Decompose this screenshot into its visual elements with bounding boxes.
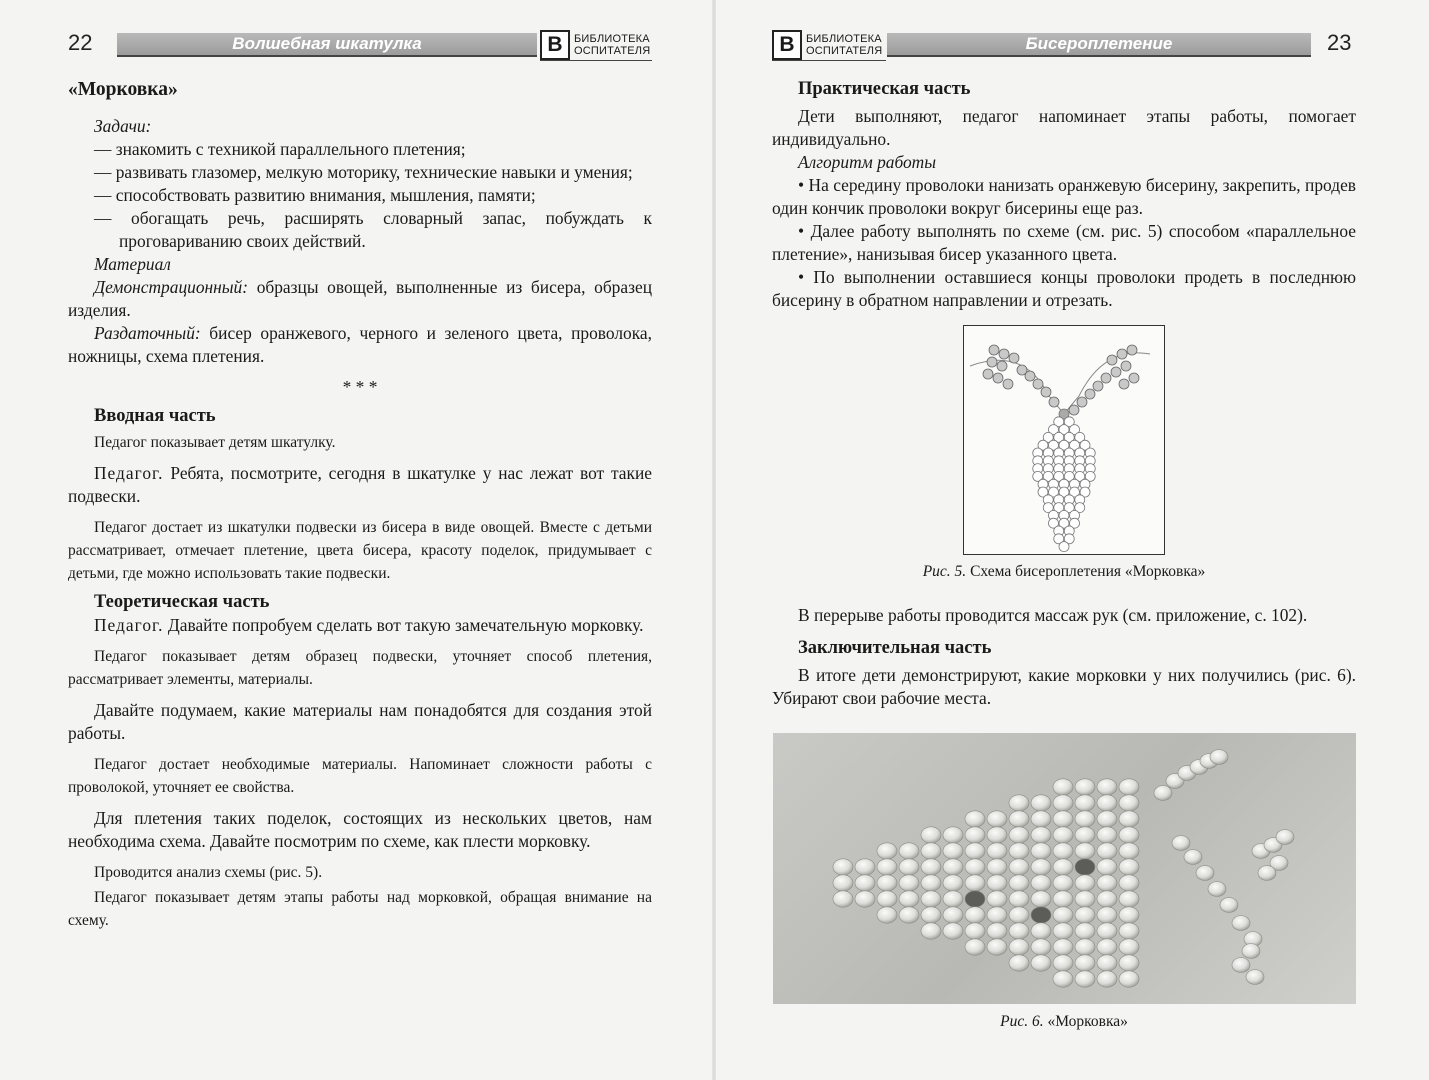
photo-bead [1172, 836, 1190, 851]
logo-letter: В [772, 30, 802, 60]
algorithm-step: • По выполнении оставшиеся концы проволоки продеть в последнюю бисерину в обратном направлении и отрезать. [772, 267, 1356, 310]
photo-bead [1009, 923, 1029, 939]
practice-paragraph: Дети выполняют, педагог напоминает этапы работы, помогает индивидуально. [772, 106, 1356, 149]
leaf-bead [1119, 379, 1129, 389]
photo-bead [1075, 827, 1095, 843]
photo-bead [1053, 795, 1073, 811]
photo-bead [1196, 866, 1214, 881]
photo-bead [1053, 827, 1073, 843]
photo-bead [1119, 811, 1139, 827]
photo-bead [1009, 891, 1029, 907]
photo-bead [1075, 907, 1095, 923]
leaf-bead [999, 349, 1009, 359]
photo-bead [1184, 850, 1202, 865]
theory-speech: Для плетения таких поделок, состоящих из нескольких цветов, нам необходима схема. Давайте посмотрим по схеме, как плести морковку. [68, 808, 652, 851]
logo-line2: ОСПИТАТЕЛЯ [574, 45, 651, 57]
photo-bead [1119, 923, 1139, 939]
photo-bead [987, 859, 1007, 875]
photo-bead [1220, 898, 1238, 913]
photo-bead [1119, 795, 1139, 811]
leaf-bead [997, 361, 1007, 371]
caption-number: Рис. 6. [1000, 1013, 1044, 1030]
photo-bead [1075, 795, 1095, 811]
photo-bead [921, 859, 941, 875]
photo-bead [965, 923, 985, 939]
photo-bead [855, 875, 875, 891]
photo-bead [921, 891, 941, 907]
photo-bead [965, 827, 985, 843]
photo-bead [1031, 955, 1051, 971]
leaf-bead [1121, 361, 1131, 371]
publisher-logo [772, 30, 882, 60]
leaf-bead [987, 357, 997, 367]
photo-bead [987, 907, 1007, 923]
body-bead [1059, 542, 1069, 552]
algorithm-label: Алгоритм работы [798, 152, 937, 172]
right-page [715, 0, 1429, 1080]
right-text-column-lower [772, 604, 1356, 710]
photo-bead [1053, 875, 1073, 891]
photo-bead [1075, 891, 1095, 907]
photo-bead [1097, 859, 1117, 875]
leaf-bead [1101, 373, 1111, 383]
photo-bead [877, 907, 897, 923]
logo-underline [772, 60, 886, 61]
photo-bead [943, 827, 963, 843]
leaf-bead [993, 373, 1003, 383]
right-text-column [772, 78, 1356, 312]
caption-text: «Морковка» [1043, 1013, 1128, 1030]
beaded-carrot-photo [773, 733, 1356, 1004]
leaf-bead [1127, 345, 1137, 355]
photo-bead [1075, 875, 1095, 891]
photo-bead [1009, 827, 1029, 843]
intro-paragraph: Педагог достает из шкатулки подвески из бисера в виде овощей. Вместе с детьми рассматривает, отмечает плетение, цвета бисера, красоту поделок, придумывает с детьми, где можно использовать такие подвески. [68, 519, 652, 582]
leaf-bead [1093, 381, 1103, 391]
photo-bead [1053, 939, 1073, 955]
publisher-logo [540, 30, 650, 60]
photo-bead [943, 859, 963, 875]
photo-bead [943, 923, 963, 939]
photo-bead [1258, 866, 1276, 881]
demo-material [68, 276, 652, 322]
photo-bead [921, 827, 941, 843]
photo-bead [965, 907, 985, 923]
intro-speech [68, 462, 652, 508]
page-number: 23 [1327, 30, 1352, 55]
handout-text: бисер оранжевого, черного и зеленого цвета, проволока, ножницы, схема плетения. [68, 323, 652, 366]
photo-bead [1009, 939, 1029, 955]
section-separator: * * * [342, 377, 378, 397]
photo-bead [1075, 843, 1095, 859]
photo-bead [1119, 939, 1139, 955]
photo-bead [1097, 779, 1117, 795]
leaf-bead [1085, 389, 1095, 399]
photo-bead [1031, 891, 1051, 907]
final-heading: Заключительная часть [798, 638, 992, 658]
photo-bead [855, 859, 875, 875]
photo-bead [1119, 891, 1139, 907]
photo-bead [1232, 916, 1250, 931]
theory-speech: Давайте подумаем, какие материалы нам понадобятся для создания этой работы. [68, 700, 652, 743]
page-number: 22 [68, 30, 93, 55]
photo-bead [899, 907, 919, 923]
carrot-body-beads [1033, 409, 1096, 552]
photo-bead [877, 843, 897, 859]
leaf-bead [1003, 379, 1013, 389]
photo-bead [987, 891, 1007, 907]
photo-bead [1053, 971, 1073, 987]
figure-5-bead-scheme [963, 325, 1165, 555]
photo-bead [1119, 827, 1139, 843]
caption-number: Рис. 5. [922, 563, 967, 580]
photo-bead [943, 907, 963, 923]
logo-line1: БИБЛИОТЕКА [574, 33, 650, 45]
photo-bead [921, 923, 941, 939]
handout-label: Раздаточный: [94, 323, 201, 343]
photo-bead [1009, 795, 1029, 811]
task-item: — знакомить с техникой параллельного плетения; [94, 139, 466, 159]
handout-material [68, 322, 652, 368]
photo-bead [1097, 843, 1117, 859]
photo-bead [899, 891, 919, 907]
photo-bead [1119, 779, 1139, 795]
leaf-bead [983, 369, 993, 379]
photo-bead [1075, 955, 1095, 971]
speaker-label: Педагог. [94, 615, 164, 635]
running-header: Бисероплетение [887, 33, 1311, 57]
photo-bead [1119, 907, 1139, 923]
figure-5-caption [772, 560, 1356, 583]
leaf-bead [1077, 397, 1087, 407]
theory-speech [68, 614, 652, 637]
photo-bead [877, 875, 897, 891]
photo-bead [1232, 958, 1250, 973]
demo-text: образцы овощей, выполненные из бисера, образец изделия. [68, 277, 652, 320]
photo-bead [1031, 795, 1051, 811]
photo-bead [1097, 875, 1117, 891]
photo-bead [1075, 779, 1095, 795]
speaker-label: Педагог. [94, 463, 164, 483]
photo-bead [965, 939, 985, 955]
photo-bead [965, 843, 985, 859]
photo-bead [987, 827, 1007, 843]
photo-bead [1097, 907, 1117, 923]
photo-bead [1053, 811, 1073, 827]
photo-bead [1119, 955, 1139, 971]
running-header: Волшебная шкатулка [117, 33, 537, 57]
photo-bead [1097, 971, 1117, 987]
photo-bead [1053, 923, 1073, 939]
material-label: Материал [94, 254, 171, 274]
photo-bead [1031, 859, 1051, 875]
photo-bead [1119, 875, 1139, 891]
photo-bead [1053, 891, 1073, 907]
photo-bead [1119, 859, 1139, 875]
photo-bead [921, 843, 941, 859]
logo-line2: ОСПИТАТЕЛЯ [806, 45, 883, 57]
photo-bead [1097, 923, 1117, 939]
photo-bead [1097, 891, 1117, 907]
photo-bead [987, 923, 1007, 939]
photo-bead [987, 939, 1007, 955]
break-paragraph: В перерыве работы проводится массаж рук (см. приложение, с. 102). [798, 605, 1308, 625]
photo-bead [1009, 811, 1029, 827]
photo-bead [965, 811, 985, 827]
photo-bead [899, 859, 919, 875]
photo-bead [1154, 786, 1172, 801]
photo-bead [965, 875, 985, 891]
tasks-label: Задачи: [94, 116, 152, 136]
photo-bead [987, 875, 1007, 891]
photo-bead [1119, 971, 1139, 987]
photo-bead [1031, 827, 1051, 843]
logo-letter: В [540, 30, 570, 60]
photo-bead [1053, 859, 1073, 875]
theory-heading: Теоретическая часть [94, 592, 270, 612]
logo-text [574, 33, 650, 57]
demo-label: Демонстрационный: [94, 277, 249, 297]
leaf-bead [989, 345, 999, 355]
photo-bead [899, 843, 919, 859]
photo-bead [943, 891, 963, 907]
leaf-bead [1117, 349, 1127, 359]
photo-bead [1097, 811, 1117, 827]
caption-text: Схема бисероплетения «Морковка» [966, 563, 1206, 580]
photo-bead [1208, 882, 1226, 897]
speech-text: Ребята, посмотрите, сегодня в шкатулке у нас лежат вот такие подвески. [68, 463, 652, 506]
intro-heading: Вводная часть [94, 406, 216, 426]
photo-bead [899, 875, 919, 891]
leaf-beads [983, 345, 1139, 415]
photo-bead [1075, 971, 1095, 987]
photo-bead [943, 875, 963, 891]
photo-bead [1097, 795, 1117, 811]
photo-bead [1031, 939, 1051, 955]
figure-6-caption [772, 1010, 1356, 1033]
photo-bead [965, 891, 985, 907]
photo-bead [921, 907, 941, 923]
algorithm-step: • Далее работу выполнять по схеме (см. рис. 5) способом «параллельное плетение», нанизывая бисер указанного цвета. [772, 221, 1356, 264]
photo-bead [833, 875, 853, 891]
photo-bead [1097, 939, 1117, 955]
leaf-bead [1129, 373, 1139, 383]
leaf-bead [1069, 405, 1079, 415]
leaf-bead [1107, 355, 1117, 365]
photo-bead [1242, 944, 1260, 959]
photo-bead [1009, 843, 1029, 859]
photo-bead [855, 891, 875, 907]
leaf-bead [1033, 379, 1043, 389]
photo-bead [1009, 955, 1029, 971]
task-item: — способствовать развитию внимания, мышления, памяти; [94, 185, 536, 205]
photo-bead [1246, 970, 1264, 985]
photo-bead [1031, 843, 1051, 859]
photo-bead [1031, 907, 1051, 923]
photo-bead [965, 859, 985, 875]
photo-bead [877, 859, 897, 875]
photo-bead [1119, 843, 1139, 859]
theory-paragraph: Педагог показывает детям этапы работы над морковкой, обращая внимание на схему. [68, 889, 652, 929]
photo-bead [1097, 827, 1117, 843]
theory-paragraph: Педагог достает необходимые материалы. Напоминает сложности работы с проволокой, уточняет ее свойства. [68, 756, 652, 796]
photo-bead [1075, 859, 1095, 875]
photo-bead [1053, 779, 1073, 795]
logo-underline [540, 60, 652, 61]
photo-bead [833, 859, 853, 875]
leaf-bead [1041, 387, 1051, 397]
leaf-bead [1049, 397, 1059, 407]
left-text-column [68, 78, 652, 932]
leaf-bead [1111, 367, 1121, 377]
figure-6-photo [773, 733, 1356, 1004]
task-item: — обогащать речь, расширять словарный запас, побуждать к проговариванию своих действий. [94, 208, 652, 251]
photo-bead [1009, 859, 1029, 875]
photo-bead [987, 843, 1007, 859]
photo-bead [1009, 907, 1029, 923]
intro-paragraph: Педагог показывает детям шкатулку. [94, 434, 336, 451]
photo-bead [1097, 955, 1117, 971]
algorithm-step: • На середину проволоки нанизать оранжевую бисерину, закрепить, продев один кончик проволоки вокруг бисерины еще раз. [772, 175, 1356, 218]
photo-bead [1075, 923, 1095, 939]
theory-paragraph: Педагог показывает детям образец подвески, уточняет способ плетения, рассматривает элементы, материалы. [68, 648, 652, 688]
photo-bead [1075, 939, 1095, 955]
photo-bead [877, 891, 897, 907]
photo-bead [1053, 955, 1073, 971]
lesson-title: «Морковка» [68, 79, 178, 100]
photo-bead [1031, 875, 1051, 891]
photo-bead [1009, 875, 1029, 891]
speech-text: Давайте попробуем сделать вот такую замечательную морковку. [163, 615, 644, 635]
photo-bead [1210, 750, 1228, 765]
photo-bead [1053, 907, 1073, 923]
photo-bead [1053, 843, 1073, 859]
task-item: — развивать глазомер, мелкую моторику, технические навыки и умения; [94, 162, 633, 182]
bead-scheme-diagram [964, 326, 1164, 554]
photo-bead [1031, 811, 1051, 827]
practice-heading: Практическая часть [798, 79, 971, 99]
final-paragraph: В итоге дети демонстрируют, какие морковки у них получились (рис. 6). Убирают свои рабочие места. [772, 665, 1356, 708]
photo-bead [1276, 830, 1294, 845]
photo-bead [1031, 923, 1051, 939]
logo-text [806, 33, 882, 57]
theory-paragraph: Проводится анализ схемы (рис. 5). [94, 864, 323, 881]
leaf-bead [1025, 371, 1035, 381]
photo-bead [833, 891, 853, 907]
photo-bead [1075, 811, 1095, 827]
photo-bead [921, 875, 941, 891]
photo-bead [943, 843, 963, 859]
logo-line1: БИБЛИОТЕКА [806, 33, 882, 45]
photo-bead [987, 811, 1007, 827]
leaf-bead [1009, 353, 1019, 363]
